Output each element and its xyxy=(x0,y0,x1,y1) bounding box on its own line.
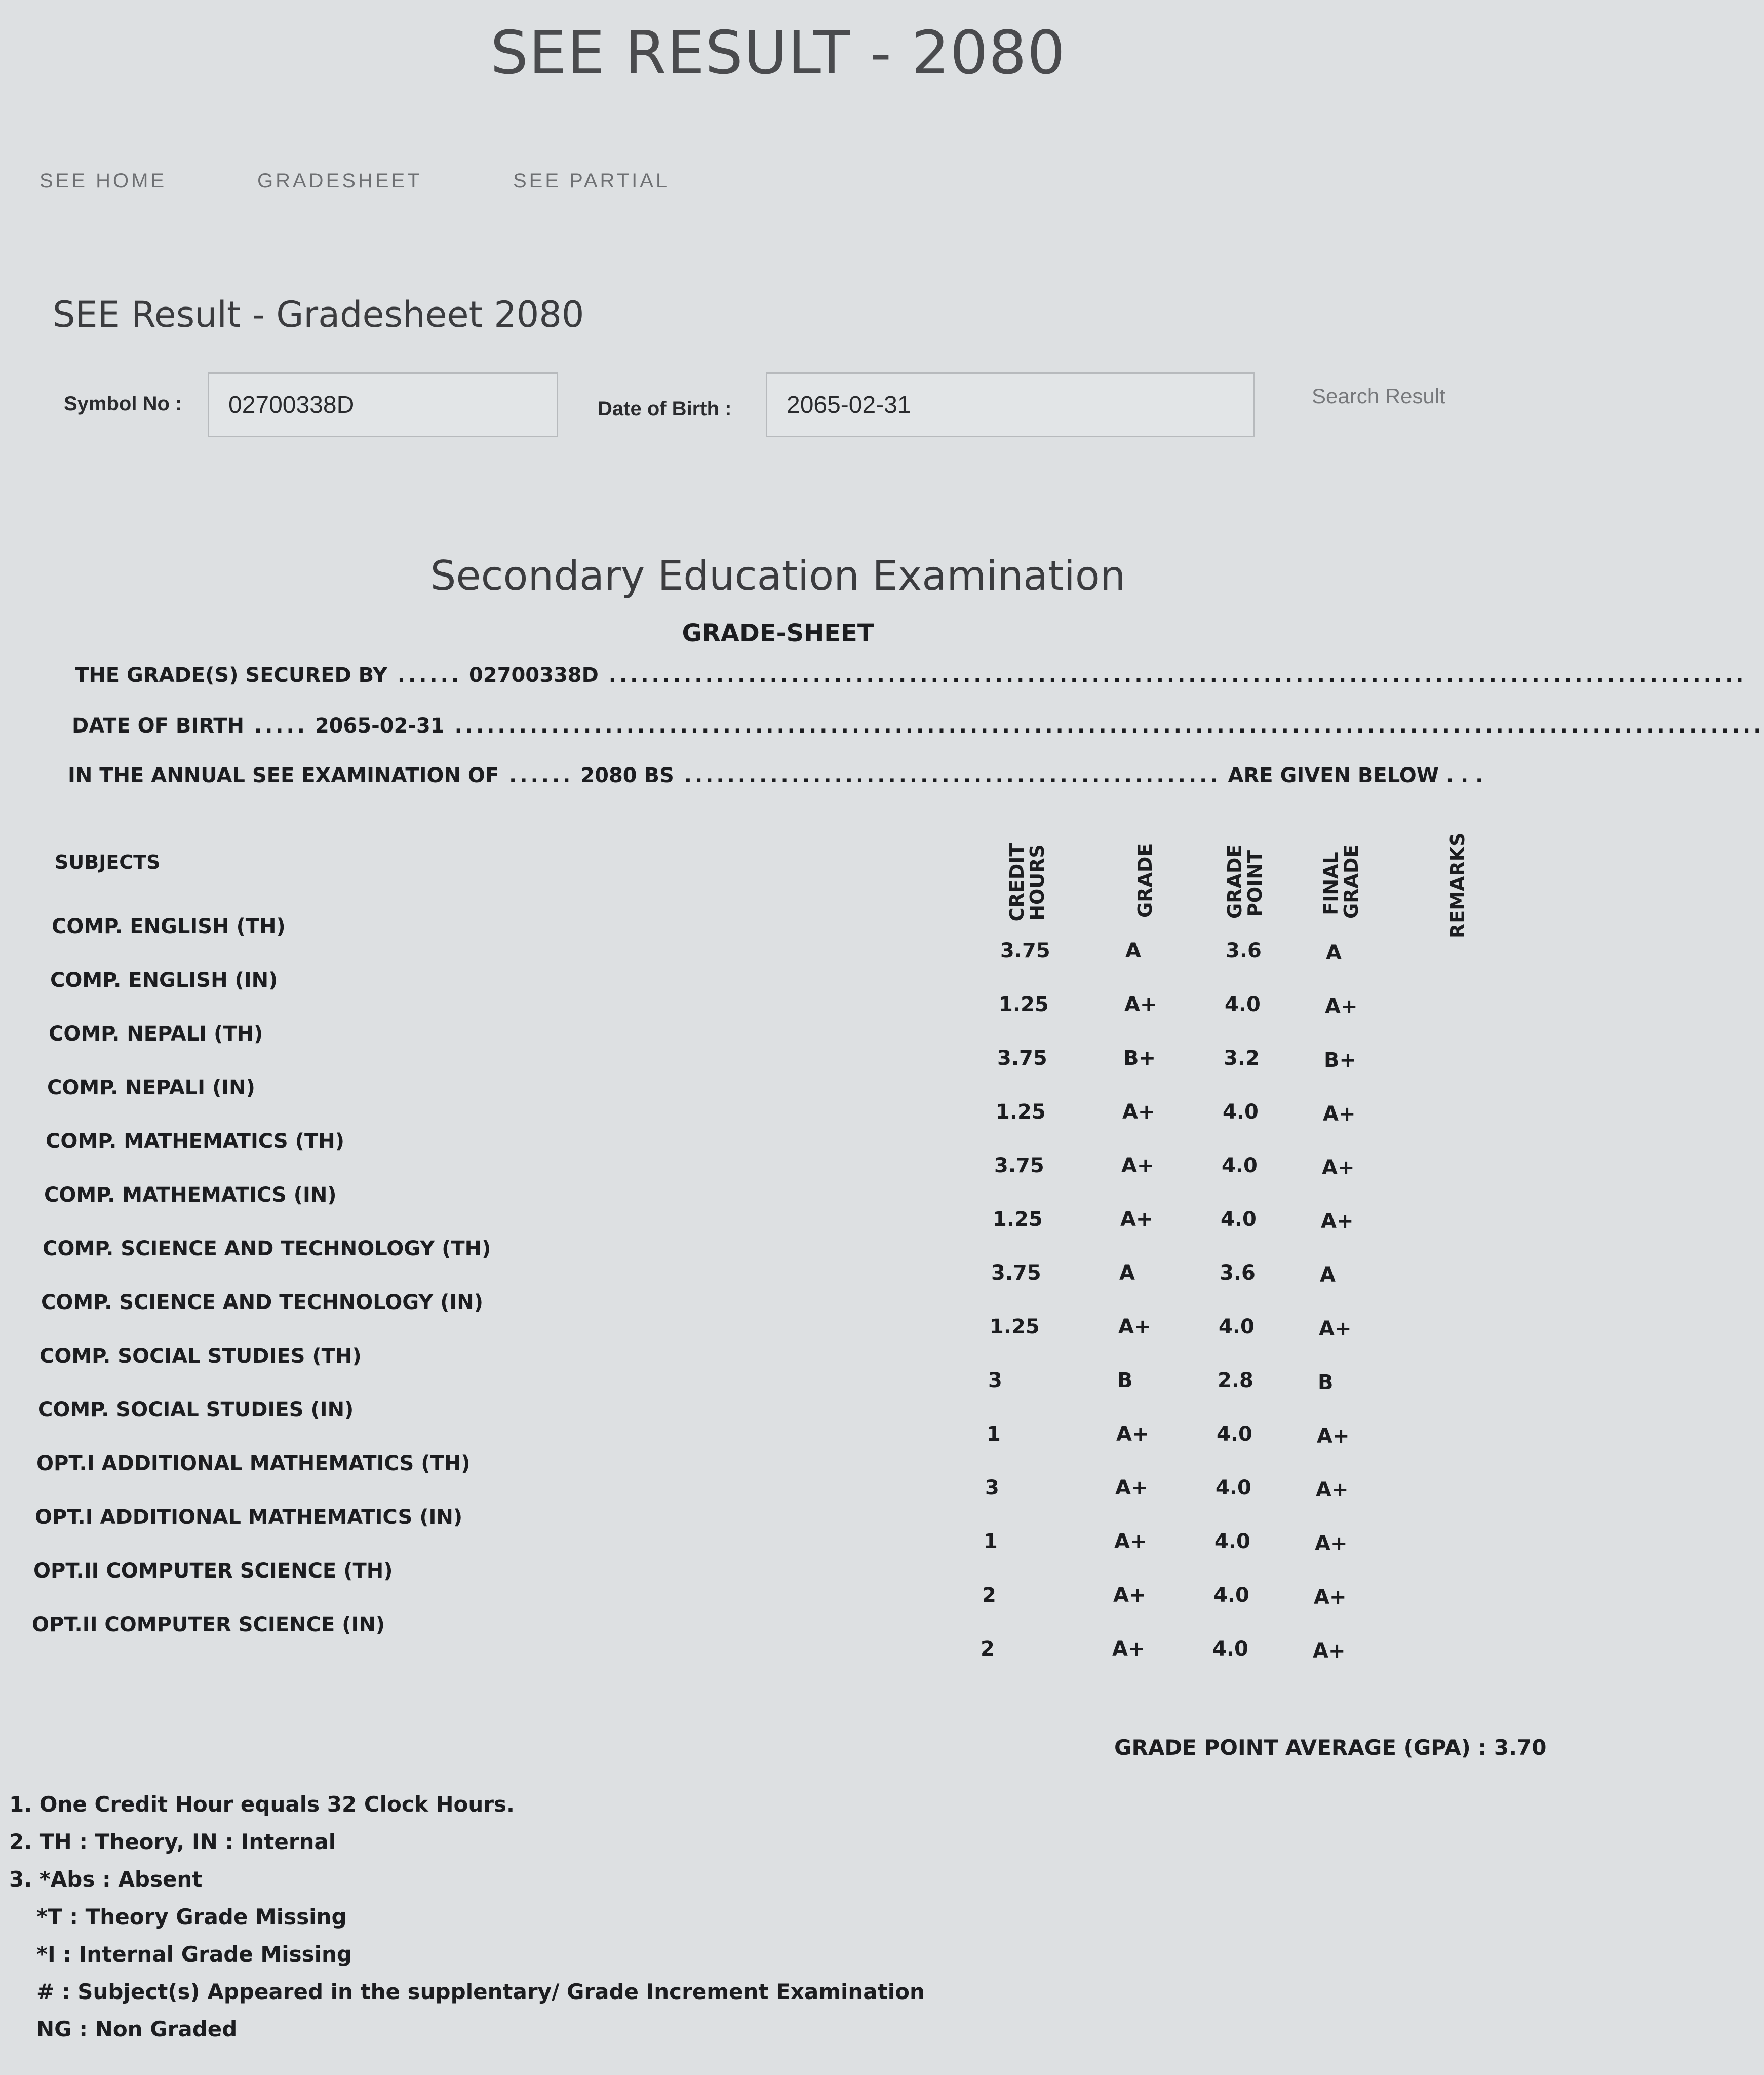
dob-input[interactable]: 2065-02-31 xyxy=(766,372,1255,437)
note-item: *I : Internal Grade Missing xyxy=(36,1942,352,1967)
symbol-no-input[interactable]: 02700338D xyxy=(208,372,558,437)
note-item: 1. One Credit Hour equals 32 Clock Hours. xyxy=(9,1792,515,1817)
table-row xyxy=(0,1130,1556,1180)
table-row xyxy=(0,1022,1556,1073)
secured-by-label: THE GRADE(S) SECURED BY xyxy=(75,664,387,687)
final-grade-cell: A+ xyxy=(1323,1102,1356,1126)
grade-cell: A+ xyxy=(1113,1584,1146,1607)
final-grade-line1: FINAL xyxy=(1320,852,1342,915)
subject-cell: COMP. SCIENCE AND TECHNOLOGY (TH) xyxy=(43,1237,491,1260)
col-final-grade-header xyxy=(1320,844,1363,919)
page-heading: SEE Result - Gradesheet 2080 xyxy=(53,294,584,335)
final-grade-line2: GRADE xyxy=(1340,844,1362,919)
col-subjects-header: SUBJECTS xyxy=(55,851,161,873)
grade-cell: A+ xyxy=(1120,1208,1153,1231)
subject-cell: COMP. NEPALI (TH) xyxy=(49,1022,263,1046)
credit-hours-cell: 3.75 xyxy=(994,1154,1044,1177)
exam-label: IN THE ANNUAL SEE EXAMINATION OF xyxy=(68,764,499,787)
grade-point-cell: 4.0 xyxy=(1222,1154,1258,1177)
symbol-no-label: Symbol No : xyxy=(64,393,182,415)
subject-cell: COMP. SOCIAL STUDIES (IN) xyxy=(38,1398,354,1421)
col-grade-header xyxy=(1134,843,1157,918)
gradesheet-dob-value: 2065-02-31 xyxy=(315,714,445,738)
credit-hours-cell: 3 xyxy=(985,1476,999,1500)
final-grade-cell: A+ xyxy=(1321,1210,1354,1233)
table-row xyxy=(0,1076,1556,1127)
subject-cell: COMP. MATHEMATICS (TH) xyxy=(46,1130,344,1153)
table-row xyxy=(0,969,1556,1019)
credit-hours-cell: 1.25 xyxy=(993,1208,1043,1231)
nav-gradesheet[interactable]: GRADESHEET xyxy=(257,170,422,192)
grade-cell: A+ xyxy=(1114,1530,1147,1553)
exam-line: IN THE ANNUAL SEE EXAMINATION OF ...... 2080 BS .................................................. ARE GIVEN BELOW . . . xyxy=(68,764,1483,787)
exam-title: Secondary Education Examination xyxy=(430,552,1126,599)
table-row xyxy=(0,1559,1556,1610)
grade-cell: A+ xyxy=(1122,1100,1155,1124)
credit-hours-cell: 1.25 xyxy=(999,993,1049,1016)
credit-hours-cell: 1.25 xyxy=(990,1315,1040,1338)
grade-point-cell: 4.0 xyxy=(1217,1423,1252,1446)
grade-cell: A+ xyxy=(1112,1637,1145,1661)
search-result-button[interactable]: Search Result xyxy=(1312,384,1445,408)
secured-by-value: 02700338D xyxy=(468,664,599,687)
credit-hours-cell: 1.25 xyxy=(996,1100,1046,1124)
final-grade-cell: B+ xyxy=(1324,1049,1357,1072)
final-grade-cell: A+ xyxy=(1319,1317,1352,1340)
given-below-text: ARE GIVEN BELOW . . . xyxy=(1228,764,1483,787)
grade-point-cell: 4.0 xyxy=(1223,1100,1259,1124)
exam-value: 2080 BS xyxy=(580,764,674,787)
subject-cell: COMP. NEPALI (IN) xyxy=(47,1076,255,1099)
grade-point-cell: 2.8 xyxy=(1218,1369,1253,1392)
col-credit-hours-header xyxy=(1007,842,1049,923)
grade-cell: A xyxy=(1119,1261,1135,1285)
grade-sheet-title: GRADE-SHEET xyxy=(682,619,874,647)
nav-see-partial[interactable]: SEE PARTIAL xyxy=(513,170,670,192)
table-row xyxy=(0,1613,1556,1664)
grade-point-cell: 4.0 xyxy=(1225,993,1261,1016)
table-row xyxy=(0,1398,1556,1449)
credit-hours-cell: 3 xyxy=(988,1369,1002,1392)
remarks-header-text: REMARKS xyxy=(1446,832,1469,938)
final-grade-cell: B xyxy=(1318,1371,1334,1394)
credit-hours-cell: 2 xyxy=(982,1584,996,1607)
grade-point-line2: POINT xyxy=(1244,850,1266,917)
table-row xyxy=(0,915,1556,966)
note-item: 3. *Abs : Absent xyxy=(9,1867,203,1892)
gpa-value: 3.70 xyxy=(1494,1735,1547,1760)
grade-cell: A+ xyxy=(1118,1315,1151,1338)
grade-point-cell: 3.6 xyxy=(1220,1261,1256,1285)
grade-header-text: GRADE xyxy=(1134,843,1156,918)
final-grade-cell: A+ xyxy=(1316,1478,1349,1502)
subject-cell: COMP. ENGLISH (IN) xyxy=(50,969,278,992)
site-title: SEE RESULT - 2080 xyxy=(490,18,1066,88)
subject-cell: COMP. SOCIAL STUDIES (TH) xyxy=(40,1344,362,1368)
table-row xyxy=(0,1506,1556,1556)
final-grade-cell: A+ xyxy=(1325,995,1358,1018)
credit-hours-cell: 2 xyxy=(981,1637,995,1661)
grade-cell: A+ xyxy=(1115,1476,1148,1500)
credit-hours-cell: 3.75 xyxy=(1000,939,1050,963)
grade-cell: A xyxy=(1125,939,1141,963)
notes-list xyxy=(9,1786,925,2048)
table-row xyxy=(0,1344,1556,1395)
grade-cell: A+ xyxy=(1121,1154,1154,1177)
final-grade-cell: A+ xyxy=(1313,1639,1346,1663)
gpa-line xyxy=(1114,1735,1547,1760)
final-grade-cell: A+ xyxy=(1317,1425,1350,1448)
grade-point-cell: 4.0 xyxy=(1216,1476,1251,1500)
credit-hours-line1: CREDIT xyxy=(1006,843,1028,922)
note-item: # : Subject(s) Appeared in the supplentary/ Grade Increment Examination xyxy=(36,1979,925,2004)
subject-cell: COMP. ENGLISH (TH) xyxy=(52,915,286,938)
final-grade-cell: A xyxy=(1320,1263,1336,1287)
secured-by-line: THE GRADE(S) SECURED BY ...... 02700338D .......................................................................................................... xyxy=(75,664,1747,687)
col-grade-point-header xyxy=(1224,844,1267,919)
note-item: 2. TH : Theory, IN : Internal xyxy=(9,1829,336,1854)
grade-point-cell: 3.6 xyxy=(1226,939,1262,963)
grade-cell: B xyxy=(1117,1369,1133,1392)
credit-hours-cell: 1 xyxy=(987,1423,1001,1446)
grade-point-cell: 4.0 xyxy=(1214,1530,1250,1553)
note-item: *T : Theory Grade Missing xyxy=(36,1904,347,1929)
table-row xyxy=(0,1237,1556,1288)
final-grade-cell: A+ xyxy=(1322,1156,1355,1179)
table-row xyxy=(0,1452,1556,1503)
grade-point-line1: GRADE xyxy=(1224,844,1246,919)
final-grade-cell: A+ xyxy=(1315,1532,1348,1555)
grade-cell: A+ xyxy=(1124,993,1157,1016)
subject-cell: OPT.II COMPUTER SCIENCE (IN) xyxy=(32,1613,385,1636)
credit-hours-cell: 3.75 xyxy=(991,1261,1041,1285)
subject-cell: OPT.II COMPUTER SCIENCE (TH) xyxy=(33,1559,393,1583)
grade-cell: A+ xyxy=(1116,1423,1149,1446)
grade-point-cell: 4.0 xyxy=(1221,1208,1257,1231)
credit-hours-cell: 1 xyxy=(984,1530,998,1553)
credit-hours-line2: HOURS xyxy=(1026,844,1048,921)
grade-point-cell: 3.2 xyxy=(1224,1047,1260,1070)
nav-see-home[interactable]: SEE HOME xyxy=(40,170,167,192)
dob-label: Date of Birth : xyxy=(598,398,732,420)
credit-hours-cell: 3.75 xyxy=(997,1047,1047,1070)
final-grade-cell: A+ xyxy=(1314,1586,1347,1609)
subject-cell: OPT.I ADDITIONAL MATHEMATICS (IN) xyxy=(35,1506,463,1529)
table-row xyxy=(0,1291,1556,1341)
final-grade-cell: A xyxy=(1326,941,1342,965)
grade-point-cell: 4.0 xyxy=(1212,1637,1248,1661)
subject-cell: OPT.I ADDITIONAL MATHEMATICS (TH) xyxy=(36,1452,471,1475)
table-row xyxy=(0,1183,1556,1234)
grade-point-cell: 4.0 xyxy=(1219,1315,1255,1338)
subject-cell: COMP. SCIENCE AND TECHNOLOGY (IN) xyxy=(41,1291,484,1314)
grade-cell: B+ xyxy=(1123,1047,1156,1070)
gradesheet-dob-label: DATE OF BIRTH xyxy=(72,714,244,738)
dob-line: DATE OF BIRTH ..... 2065-02-31 .......................................................................................................................... xyxy=(72,714,1764,738)
subject-cell: COMP. MATHEMATICS (IN) xyxy=(44,1183,337,1207)
grade-point-cell: 4.0 xyxy=(1213,1584,1249,1607)
gpa-label: GRADE POINT AVERAGE (GPA) : xyxy=(1114,1735,1487,1760)
note-item: NG : Non Graded xyxy=(36,2017,238,2042)
